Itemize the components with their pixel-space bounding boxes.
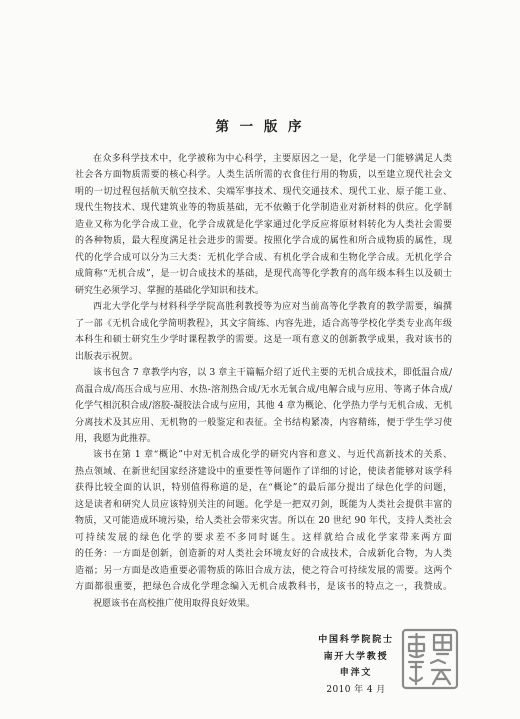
text-line: 社会各方面物质需要的核心科学。人类生活所需的衣食住行用的物质，以至建立现代社会文 [75,170,452,181]
text-line: 了一部《无机合成化学简明教程》，其文字简练、内容先进，适合高等学校化学类专业高年级 [75,318,452,329]
text-line: 热点领域、在新世纪国家经济建设中的重要性等问题作了详细的讨论，使读者能够对该学科 [75,466,452,477]
text-line: 获得比较全面的认识，特别值得称道的是，在“概论”的最后部分提出了绿色化学的问题， [75,483,452,494]
text-line: 代的化学合成可以分为三大类：无机化学合成、有机化学合成和生物化学合成。无机化学合 [75,252,452,263]
text-line: 明的一切过程包括航天航空技术、尖端军事技术、现代交通技术、现代工业、原子能工业、 [75,186,452,197]
text-line: 这是读者和研究人员应该特别关注的问题。化学是一把双刃剑，既能为人类社会提供丰富的 [75,499,452,510]
text-line: 方面都很重要，把绿色合成化学理念编入无机合成教科书，是该书的特点之一，我赞成。 [75,582,452,593]
preface-body [75,151,452,612]
signature-title-academician: 中国科学院院士 [318,635,394,645]
paragraph-3 [75,365,452,447]
text-line: 化学气相沉积合成/溶胶-凝胶法合成与应用，其他 4 章为概论、化学热力学与无机合成、无机 [75,401,452,412]
text-line: 物质，又可能造成环境污染，给人类社会带来灾害。所以在 20 世纪 90 年代，支持人类社会 [75,516,452,527]
seal-stamp-graphic [401,628,459,690]
text-line: 的任务：一方面是创新，创造新的对人类社会环境友好的合成技术，合成新化合物，为人类 [75,549,452,560]
seal-stamp [401,628,459,690]
signature-block [300,632,412,698]
text-line: 成简称“无机合成”，是一切合成技术的基础，是现代高等化学教育的高年级本科生以及硕士 [75,269,452,280]
text-line: 该书在第 1 章“概论”中对无机合成化学的研究内容和意义、与近代高新技术的关系、 [93,450,452,461]
text-line: 高温合成/高压合成与应用、水热-溶剂热合成/无水无氧合成/电解合成与应用、等离子体合成/ [75,384,452,395]
text-line: 研究生必须学习、掌握的基础化学知识和技术。 [75,285,265,296]
text-line: 本科生和硕士研究生少学时课程教学的需要。这是一项有意义的创新教学成果，我对该书的 [75,335,452,346]
text-line: 的各种物质，最大程度满足社会进步的需要。按照化学合成的属性和所合成物质的属性，现 [75,236,452,247]
signature-date: 2010 年 4 月 [326,684,386,695]
text-line: 出版表示祝贺。 [75,351,139,362]
paragraph-5 [75,596,452,612]
text-line: 造福；另一方面是改造重要必需物质的陈旧合成方法，使之符合可持续发展的需要。这两个 [75,565,452,576]
text-line: 西北大学化学与材料科学学院高胜利教授等为应对当前高等化学教育的教学需要，编撰 [93,302,452,313]
text-line: 在众多科学技术中，化学被称为中心科学，主要原因之一是，化学是一门能够满足人类 [93,154,452,164]
text-line: 分离技术及其应用、无机物的一般鉴定和表征。全书结构紧凑，内容精练，便于学生学习使 [75,417,452,428]
paragraph-1 [75,151,452,299]
paragraph-4 [75,447,452,595]
text-line: 可持续发展的绿色化学的要求差不多同时诞生。这样就给合成化学家带来两方面 [75,532,452,543]
signature-name: 申泮文 [339,668,373,678]
page-title: 第 一 版 序 [215,119,305,135]
text-line: 该书包含 7 章教学内容，以 3 章主干篇幅介绍了近代主要的无机合成技术，即低温合成/ [93,368,452,379]
signature-title-professor: 南开大学教授 [323,651,389,662]
text-line: 祝愿该书在高校推广使用取得良好效果。 [93,598,256,609]
paragraph-2 [75,299,452,365]
text-line: 造业又称为化学合成工业，化学合成就是化学家通过化学反应将原材料转化为人类社会需要 [75,219,452,230]
text-line: 现代生物技术、现代建筑业等的物质基础，无不依赖于化学制造业对新材料的供应。化学制 [75,203,452,214]
text-line: 用，我愿为此推荐。 [75,433,157,444]
